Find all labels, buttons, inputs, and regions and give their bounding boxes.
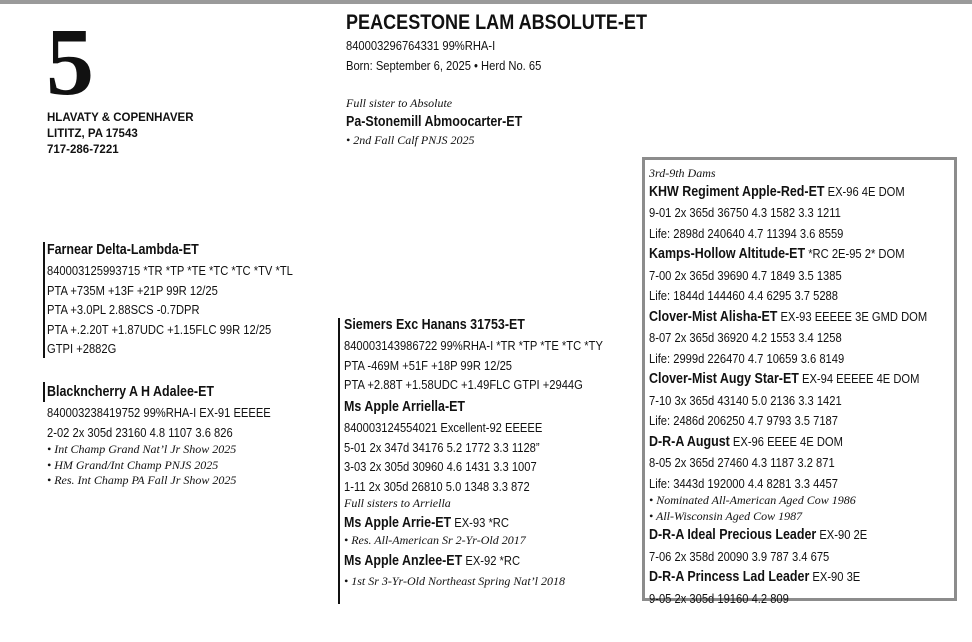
- sister-anzlee-score: EX-92 *RC: [462, 552, 521, 568]
- top-border: [0, 0, 972, 4]
- sire-bracket: [43, 242, 45, 358]
- dam-line: 2-02 2x 305d 23160 4.8 1107 3.6 826: [47, 424, 233, 440]
- dam-award: • HM Grand/Int Champ PNJS 2025: [47, 457, 219, 472]
- granddam-line: 840003124554021 Excellent-92 EEEEE: [344, 420, 543, 435]
- sister-block: [346, 96, 551, 148]
- animal-name: PEACESTONE LAM ABSOLUTE-ET: [346, 11, 648, 34]
- sister-award: • 2nd Fall Calf PNJS 2025: [346, 132, 475, 147]
- dam-award: • Int Champ Grand Nat’l Jr Show 2025: [47, 442, 237, 456]
- granddam-block: [344, 397, 575, 590]
- sister-anzlee-award: • 1st Sr 3-Yr-Old Northeast Spring Nat’l 2018: [344, 574, 565, 588]
- dam-7-life: Life: 3443d 192000 4.4 8281 3.3 4457: [649, 475, 838, 491]
- dam-4-record: 7-00 2x 365d 39690 4.7 1849 3.5 1385: [649, 267, 842, 283]
- granddam-line: 5-01 2x 347d 34176 5.2 1772 3.3 1128”: [344, 439, 540, 455]
- dam-bracket: [43, 382, 45, 402]
- dam-7-name: D-R-A August: [649, 433, 730, 450]
- dam-3-name: KHW Regiment Apple-Red-ET: [649, 183, 825, 200]
- consignor-city: LITITZ, PA 17543: [47, 128, 138, 140]
- dam-5-record: 8-07 2x 365d 36920 4.2 1553 3.4 1258: [649, 330, 842, 345]
- dam-7-award: • All-Wisconsin Aged Cow 1987: [649, 508, 803, 523]
- dam-6-score: EX-94 EEEEE 4E DOM: [798, 371, 920, 386]
- sister-arrie-score: EX-93 *RC: [451, 514, 509, 530]
- dam-4-score: *RC 2E-95 2* DOM: [805, 246, 905, 261]
- dam-9-record: 9-05 2x 305d 19160 4.2 809: [649, 590, 789, 606]
- sire-line: PTA +3.0PL 2.88SCS -0.7DPR: [47, 302, 200, 317]
- dam-7-record: 8-05 2x 365d 27460 4.3 1187 3.2 871: [649, 455, 835, 470]
- granddam-line: 3-03 2x 305d 30960 4.6 1431 3.3 1007: [344, 459, 537, 474]
- animal-birth: Born: September 6, 2025 • Herd No. 65: [346, 57, 542, 73]
- dam-3-score: EX-96 4E DOM: [824, 183, 905, 199]
- dam-8-name: D-R-A Ideal Precious Leader: [649, 527, 817, 543]
- sister-note: Full sister to Absolute: [346, 96, 453, 110]
- sire-block: [47, 240, 333, 359]
- dam-5-name: Clover-Mist Alisha-ET: [649, 308, 778, 325]
- sire-line: PTA +.2.20T +1.87UDC +1.15FLC 99R 12/25: [47, 321, 272, 337]
- sire-line: 840003125993715 *TR *TP *TE *TC *TC *TV *TL: [47, 263, 293, 278]
- sister-anzlee-name: Ms Apple Anzlee-ET: [344, 552, 463, 569]
- dam-4-life: Life: 1844d 144460 4.4 6295 3.7 5288: [649, 288, 838, 303]
- sister-name: Pa-Stonemill Abmoocarter-ET: [346, 113, 523, 130]
- dam-7-score: EX-96 EEEE 4E DOM: [729, 433, 843, 449]
- maternal-bracket: [338, 318, 340, 604]
- dam-4-name: Kamps-Hollow Altitude-ET: [649, 246, 806, 262]
- animal-header: [346, 10, 696, 75]
- sister-arrie-award: • Res. All-American Sr 2-Yr-Old 2017: [344, 533, 526, 547]
- sister-arrie-name: Ms Apple Arrie-ET: [344, 514, 452, 531]
- dam-line: 840003238419752 99%RHA-I EX-91 EEEEE: [47, 405, 271, 420]
- sisters-note: Full sisters to Arriella: [344, 496, 451, 510]
- dam-9-score: EX-90 3E: [809, 569, 861, 584]
- lot-number: 5: [46, 8, 92, 115]
- dam-5-life: Life: 2999d 226470 4.7 10659 3.6 8149: [649, 350, 845, 366]
- dam-6-life: Life: 2486d 206250 4.7 9793 3.5 7187: [649, 413, 838, 428]
- dam-award: • Res. Int Champ PA Fall Jr Show 2025: [47, 473, 237, 487]
- dam-5-score: EX-93 EEEEE 3E GMD DOM: [777, 308, 928, 324]
- mgs-line: 840003143986722 99%RHA-I *TR *TP *TE *TC *TY: [344, 338, 603, 353]
- dams-heading: 3rd-9th Dams: [649, 166, 716, 180]
- dam-6-record: 7-10 3x 365d 43140 5.0 2136 3.3 1421: [649, 392, 842, 408]
- sire-line: GTPI +2882G: [47, 341, 117, 356]
- dam-3-life: Life: 2898d 240640 4.7 11394 3.6 8559: [649, 225, 844, 241]
- consignor-phone: 717-286-7221: [47, 144, 119, 156]
- dam-8-score: EX-90 2E: [816, 527, 868, 542]
- consignor-block: [47, 110, 194, 158]
- consignor-name: HLAVATY & COPENHAVER: [47, 112, 194, 124]
- dam-6-name: Clover-Mist Augy Star-ET: [649, 371, 799, 387]
- dam-8-record: 7-06 2x 358d 20090 3.9 787 3.4 675: [649, 548, 830, 564]
- sire-name: Farnear Delta-Lambda-ET: [47, 242, 199, 258]
- dam-block: [47, 382, 307, 489]
- sire-line: PTA +735M +13F +21P 99R 12/25: [47, 282, 218, 298]
- dam-name: Blackncherry A H Adalee-ET: [47, 384, 215, 400]
- mgs-line: PTA -469M +51F +18P 99R 12/25: [344, 357, 513, 373]
- dam-7-award: • Nominated All-American Aged Cow 1986: [649, 493, 856, 507]
- animal-registration: 840003296764331 99%RHA-I: [346, 38, 496, 53]
- granddam-line: 1-11 2x 305d 26810 5.0 1348 3.3 872: [344, 478, 530, 494]
- granddam-name: Ms Apple Arriella-ET: [344, 399, 466, 415]
- dam-9-name: D-R-A Princess Lad Leader: [649, 569, 810, 585]
- mgs-line: PTA +2.88T +1.58UDC +1.49FLC GTPI +2944G: [344, 377, 583, 392]
- mgs-name: Siemers Exc Hanans 31753-ET: [344, 317, 525, 333]
- mgs-block: [344, 315, 645, 395]
- dam-3-record: 9-01 2x 365d 36750 4.3 1582 3.3 1211: [649, 205, 841, 220]
- dams-list: [649, 166, 972, 608]
